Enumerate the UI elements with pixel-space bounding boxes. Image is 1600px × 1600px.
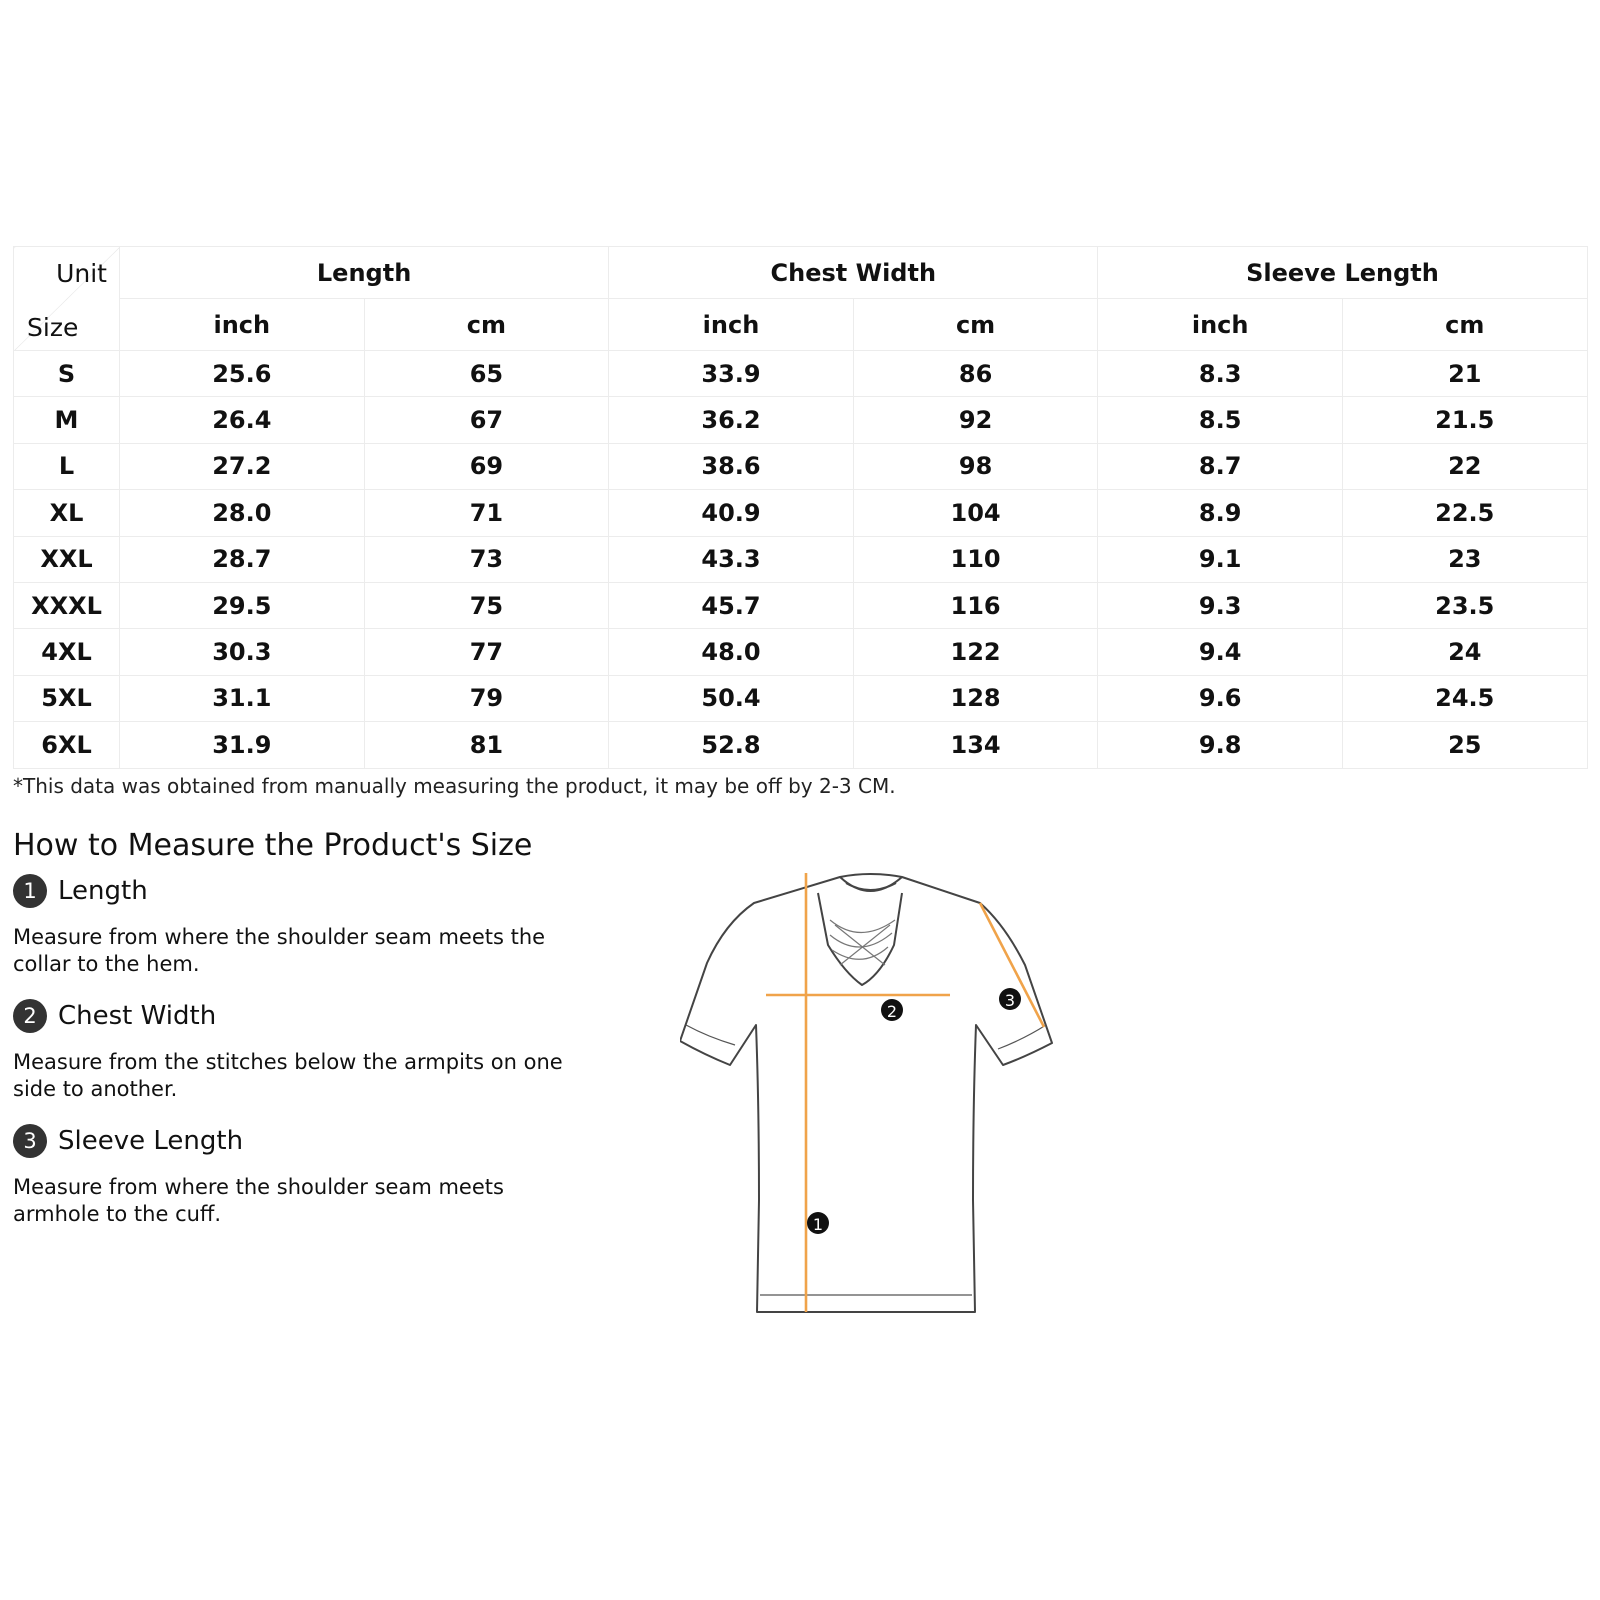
- value-cell: 116: [853, 582, 1098, 628]
- marker-2: [881, 999, 903, 1021]
- value-cell: 9.8: [1098, 722, 1343, 768]
- table-row: [14, 490, 1588, 536]
- table-row: [14, 629, 1588, 675]
- value-cell: 50.4: [609, 675, 854, 721]
- size-label: Size: [27, 313, 79, 342]
- value-cell: 128: [853, 675, 1098, 721]
- tshirt-diagram: [680, 865, 1080, 1325]
- value-cell: 81: [364, 722, 609, 768]
- value-cell: 69: [364, 443, 609, 489]
- table-body: [14, 351, 1588, 769]
- step-title: Sleeve Length: [58, 1126, 244, 1156]
- size-cell: M: [14, 397, 120, 443]
- value-cell: 8.9: [1098, 490, 1343, 536]
- size-cell: 4XL: [14, 629, 120, 675]
- tshirt-outline: [680, 874, 1052, 1312]
- size-cell: XXL: [14, 536, 120, 582]
- value-cell: 22.5: [1342, 490, 1587, 536]
- unit-header: inch: [609, 299, 854, 351]
- value-cell: 86: [853, 351, 1098, 397]
- table-row: [14, 443, 1588, 489]
- value-cell: 43.3: [609, 536, 854, 582]
- step-length: [13, 872, 573, 978]
- step-description: Measure from where the shoulder seam meets armhole to the cuff.: [13, 1175, 504, 1226]
- value-cell: 30.3: [120, 629, 365, 675]
- value-cell: 67: [364, 397, 609, 443]
- size-cell: 6XL: [14, 722, 120, 768]
- table-row: [14, 397, 1588, 443]
- svg-text:3: 3: [1004, 991, 1016, 1010]
- value-cell: 122: [853, 629, 1098, 675]
- value-cell: 104: [853, 490, 1098, 536]
- unit-header: inch: [120, 299, 365, 351]
- header-chest-width: Chest Width: [609, 247, 1098, 299]
- unit-label: Unit: [56, 259, 107, 288]
- value-cell: 24.5: [1342, 675, 1587, 721]
- unit-header: cm: [364, 299, 609, 351]
- value-cell: 73: [364, 536, 609, 582]
- unit-header: cm: [1342, 299, 1587, 351]
- header-sleeve-length: Sleeve Length: [1098, 247, 1587, 299]
- marker-3: [999, 988, 1021, 1010]
- value-cell: 29.5: [120, 582, 365, 628]
- svg-text:2: 2: [886, 1002, 898, 1021]
- value-cell: 21: [1342, 351, 1587, 397]
- value-cell: 48.0: [609, 629, 854, 675]
- table-row: [14, 722, 1588, 768]
- value-cell: 79: [364, 675, 609, 721]
- how-to-measure-title: How to Measure the Product's Size: [13, 828, 533, 863]
- value-cell: 75: [364, 582, 609, 628]
- value-cell: 28.7: [120, 536, 365, 582]
- value-cell: 21.5: [1342, 397, 1587, 443]
- marker-1: [807, 1212, 829, 1234]
- size-cell: L: [14, 443, 120, 489]
- value-cell: 8.3: [1098, 351, 1343, 397]
- value-cell: 24: [1342, 629, 1587, 675]
- table-row: [14, 351, 1588, 397]
- value-cell: 45.7: [609, 582, 854, 628]
- value-cell: 92: [853, 397, 1098, 443]
- value-cell: 26.4: [120, 397, 365, 443]
- step-number-badge: 1: [13, 874, 47, 908]
- value-cell: 23.5: [1342, 582, 1587, 628]
- size-cell: XL: [14, 490, 120, 536]
- value-cell: 28.0: [120, 490, 365, 536]
- value-cell: 25: [1342, 722, 1587, 768]
- measurement-disclaimer: *This data was obtained from manually measuring the product, it may be off by 2-3 CM.: [13, 774, 896, 798]
- value-cell: 22: [1342, 443, 1587, 489]
- svg-text:1: 1: [812, 1215, 824, 1234]
- value-cell: 31.9: [120, 722, 365, 768]
- step-number-badge: 2: [13, 999, 47, 1033]
- step-description: Measure from the stitches below the armpits on one side to another.: [13, 1050, 563, 1101]
- value-cell: 33.9: [609, 351, 854, 397]
- value-cell: 9.1: [1098, 536, 1343, 582]
- table-row: [14, 536, 1588, 582]
- step-description: Measure from where the shoulder seam meets the collar to the hem.: [13, 925, 546, 976]
- value-cell: 52.8: [609, 722, 854, 768]
- unit-header: cm: [853, 299, 1098, 351]
- step-title: Length: [58, 876, 148, 906]
- size-cell: 5XL: [14, 675, 120, 721]
- step-chest-width: [13, 997, 573, 1103]
- value-cell: 27.2: [120, 443, 365, 489]
- value-cell: 134: [853, 722, 1098, 768]
- value-cell: 23: [1342, 536, 1587, 582]
- table-row: [14, 582, 1588, 628]
- step-number-badge: 3: [13, 1124, 47, 1158]
- step-sleeve-length: [13, 1122, 573, 1228]
- value-cell: 9.6: [1098, 675, 1343, 721]
- value-cell: 71: [364, 490, 609, 536]
- size-cell: S: [14, 351, 120, 397]
- value-cell: 9.3: [1098, 582, 1343, 628]
- value-cell: 8.7: [1098, 443, 1343, 489]
- unit-header: inch: [1098, 299, 1343, 351]
- step-title: Chest Width: [58, 1001, 217, 1031]
- value-cell: 36.2: [609, 397, 854, 443]
- size-chart-table: [13, 246, 1588, 769]
- table-corner-header: [14, 247, 120, 351]
- value-cell: 31.1: [120, 675, 365, 721]
- size-cell: XXXL: [14, 582, 120, 628]
- value-cell: 38.6: [609, 443, 854, 489]
- value-cell: 98: [853, 443, 1098, 489]
- table-row: [14, 675, 1588, 721]
- value-cell: 65: [364, 351, 609, 397]
- value-cell: 9.4: [1098, 629, 1343, 675]
- value-cell: 25.6: [120, 351, 365, 397]
- value-cell: 40.9: [609, 490, 854, 536]
- header-length: Length: [120, 247, 609, 299]
- value-cell: 110: [853, 536, 1098, 582]
- value-cell: 8.5: [1098, 397, 1343, 443]
- value-cell: 77: [364, 629, 609, 675]
